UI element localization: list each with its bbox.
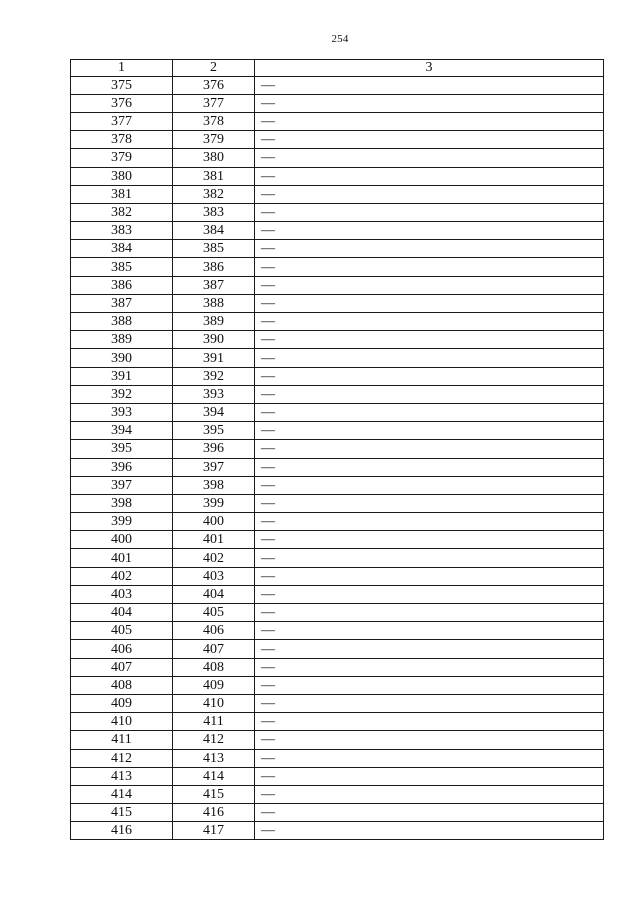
cell-col-3: — <box>255 658 604 676</box>
cell-col-1: 396 <box>71 458 173 476</box>
cell-col-2: 388 <box>173 294 255 312</box>
cell-col-1: 394 <box>71 422 173 440</box>
cell-col-2: 386 <box>173 258 255 276</box>
cell-col-3: — <box>255 731 604 749</box>
cell-col-3: — <box>255 203 604 221</box>
cell-col-1: 377 <box>71 112 173 130</box>
cell-col-2: 406 <box>173 622 255 640</box>
table-body <box>71 76 604 840</box>
cell-col-3: — <box>255 149 604 167</box>
cell-col-1: 413 <box>71 767 173 785</box>
cell-col-1: 390 <box>71 349 173 367</box>
table-row <box>71 385 604 403</box>
cell-col-2: 382 <box>173 185 255 203</box>
table-row <box>71 494 604 512</box>
table-row <box>71 313 604 331</box>
cell-col-3: — <box>255 494 604 512</box>
cell-col-2: 398 <box>173 476 255 494</box>
cell-col-1: 381 <box>71 185 173 203</box>
cell-col-1: 405 <box>71 622 173 640</box>
cell-col-1: 404 <box>71 604 173 622</box>
cell-col-3: — <box>255 767 604 785</box>
cell-col-3: — <box>255 403 604 421</box>
cell-col-3: — <box>255 549 604 567</box>
cell-col-1: 401 <box>71 549 173 567</box>
cell-col-2: 392 <box>173 367 255 385</box>
table-row <box>71 513 604 531</box>
cell-col-1: 412 <box>71 749 173 767</box>
table-row <box>71 476 604 494</box>
cell-col-2: 384 <box>173 222 255 240</box>
table-row <box>71 822 604 840</box>
cell-col-1: 393 <box>71 403 173 421</box>
cell-col-1: 415 <box>71 804 173 822</box>
cell-col-2: 413 <box>173 749 255 767</box>
cell-col-3: — <box>255 585 604 603</box>
cell-col-3: — <box>255 476 604 494</box>
cell-col-2: 383 <box>173 203 255 221</box>
cell-col-3: — <box>255 276 604 294</box>
cell-col-2: 378 <box>173 112 255 130</box>
cell-col-1: 407 <box>71 658 173 676</box>
cell-col-1: 403 <box>71 585 173 603</box>
cell-col-2: 409 <box>173 676 255 694</box>
cell-col-1: 397 <box>71 476 173 494</box>
table-row <box>71 94 604 112</box>
cell-col-2: 408 <box>173 658 255 676</box>
cell-col-1: 406 <box>71 640 173 658</box>
cell-col-1: 416 <box>71 822 173 840</box>
cell-col-2: 380 <box>173 149 255 167</box>
column-header-2: 2 <box>173 60 255 77</box>
cell-col-2: 387 <box>173 276 255 294</box>
cell-col-2: 396 <box>173 440 255 458</box>
table-row <box>71 294 604 312</box>
table-row <box>71 149 604 167</box>
table-row <box>71 331 604 349</box>
cell-col-2: 407 <box>173 640 255 658</box>
cell-col-1: 399 <box>71 513 173 531</box>
cell-col-2: 391 <box>173 349 255 367</box>
cell-col-1: 395 <box>71 440 173 458</box>
cell-col-2: 414 <box>173 767 255 785</box>
cell-col-3: — <box>255 76 604 94</box>
cell-col-2: 416 <box>173 804 255 822</box>
cell-col-1: 378 <box>71 131 173 149</box>
table-row <box>71 440 604 458</box>
cell-col-3: — <box>255 640 604 658</box>
cell-col-1: 414 <box>71 785 173 803</box>
cell-col-2: 379 <box>173 131 255 149</box>
cell-col-1: 379 <box>71 149 173 167</box>
cell-col-3: — <box>255 531 604 549</box>
cell-col-2: 397 <box>173 458 255 476</box>
cell-col-1: 380 <box>71 167 173 185</box>
cell-col-1: 391 <box>71 367 173 385</box>
table-row <box>71 622 604 640</box>
cell-col-1: 392 <box>71 385 173 403</box>
table-row <box>71 567 604 585</box>
cell-col-3: — <box>255 513 604 531</box>
cell-col-1: 385 <box>71 258 173 276</box>
table-row <box>71 112 604 130</box>
table-row <box>71 422 604 440</box>
cell-col-3: — <box>255 804 604 822</box>
cell-col-3: — <box>255 167 604 185</box>
table-row <box>71 349 604 367</box>
cell-col-3: — <box>255 331 604 349</box>
cell-col-3: — <box>255 713 604 731</box>
table-row <box>71 804 604 822</box>
cell-col-3: — <box>255 349 604 367</box>
table-row <box>71 367 604 385</box>
cell-col-2: 400 <box>173 513 255 531</box>
cell-col-1: 386 <box>71 276 173 294</box>
table-row <box>71 531 604 549</box>
data-table <box>70 59 604 840</box>
cell-col-2: 381 <box>173 167 255 185</box>
table-row <box>71 76 604 94</box>
cell-col-2: 385 <box>173 240 255 258</box>
cell-col-3: — <box>255 694 604 712</box>
cell-col-2: 395 <box>173 422 255 440</box>
cell-col-2: 376 <box>173 76 255 94</box>
column-header-1: 1 <box>71 60 173 77</box>
table-row <box>71 694 604 712</box>
cell-col-2: 399 <box>173 494 255 512</box>
cell-col-3: — <box>255 131 604 149</box>
cell-col-2: 404 <box>173 585 255 603</box>
cell-col-1: 409 <box>71 694 173 712</box>
cell-col-2: 411 <box>173 713 255 731</box>
cell-col-1: 411 <box>71 731 173 749</box>
cell-col-3: — <box>255 622 604 640</box>
cell-col-3: — <box>255 567 604 585</box>
table-row <box>71 276 604 294</box>
cell-col-2: 410 <box>173 694 255 712</box>
cell-col-1: 400 <box>71 531 173 549</box>
table-row <box>71 203 604 221</box>
table-row <box>71 458 604 476</box>
table-row <box>71 585 604 603</box>
cell-col-3: — <box>255 785 604 803</box>
table-row <box>71 713 604 731</box>
table-row <box>71 167 604 185</box>
table-row <box>71 131 604 149</box>
column-header-3: 3 <box>255 60 604 77</box>
cell-col-2: 405 <box>173 604 255 622</box>
table-row <box>71 676 604 694</box>
cell-col-1: 382 <box>71 203 173 221</box>
table-row <box>71 549 604 567</box>
cell-col-3: — <box>255 422 604 440</box>
cell-col-1: 387 <box>71 294 173 312</box>
cell-col-2: 390 <box>173 331 255 349</box>
cell-col-2: 417 <box>173 822 255 840</box>
cell-col-2: 403 <box>173 567 255 585</box>
page-footer-scan-artifact <box>0 900 640 905</box>
table-row <box>71 640 604 658</box>
cell-col-2: 394 <box>173 403 255 421</box>
table-row <box>71 767 604 785</box>
cell-col-1: 388 <box>71 313 173 331</box>
cell-col-3: — <box>255 294 604 312</box>
table-row <box>71 403 604 421</box>
cell-col-1: 398 <box>71 494 173 512</box>
page-number: 254 <box>331 33 349 45</box>
cell-col-1: 384 <box>71 240 173 258</box>
cell-col-3: — <box>255 676 604 694</box>
table-row <box>71 258 604 276</box>
table-row <box>71 604 604 622</box>
cell-col-3: — <box>255 240 604 258</box>
cell-col-3: — <box>255 458 604 476</box>
cell-col-2: 377 <box>173 94 255 112</box>
cell-col-2: 402 <box>173 549 255 567</box>
table-row <box>71 185 604 203</box>
cell-col-3: — <box>255 94 604 112</box>
cell-col-3: — <box>255 367 604 385</box>
table-row <box>71 222 604 240</box>
cell-col-3: — <box>255 258 604 276</box>
cell-col-1: 402 <box>71 567 173 585</box>
cell-col-1: 376 <box>71 94 173 112</box>
cell-col-1: 389 <box>71 331 173 349</box>
cell-col-3: — <box>255 112 604 130</box>
table-header-row <box>71 60 604 77</box>
table-row <box>71 658 604 676</box>
cell-col-1: 410 <box>71 713 173 731</box>
table-row <box>71 731 604 749</box>
cell-col-2: 389 <box>173 313 255 331</box>
table-row <box>71 749 604 767</box>
cell-col-2: 412 <box>173 731 255 749</box>
cell-col-3: — <box>255 385 604 403</box>
cell-col-1: 383 <box>71 222 173 240</box>
cell-col-1: 375 <box>71 76 173 94</box>
cell-col-2: 401 <box>173 531 255 549</box>
cell-col-3: — <box>255 440 604 458</box>
cell-col-3: — <box>255 313 604 331</box>
cell-col-2: 393 <box>173 385 255 403</box>
cell-col-3: — <box>255 222 604 240</box>
cell-col-3: — <box>255 604 604 622</box>
table-row <box>71 785 604 803</box>
cell-col-3: — <box>255 749 604 767</box>
cell-col-3: — <box>255 822 604 840</box>
cell-col-3: — <box>255 185 604 203</box>
cell-col-2: 415 <box>173 785 255 803</box>
table-row <box>71 240 604 258</box>
cell-col-1: 408 <box>71 676 173 694</box>
